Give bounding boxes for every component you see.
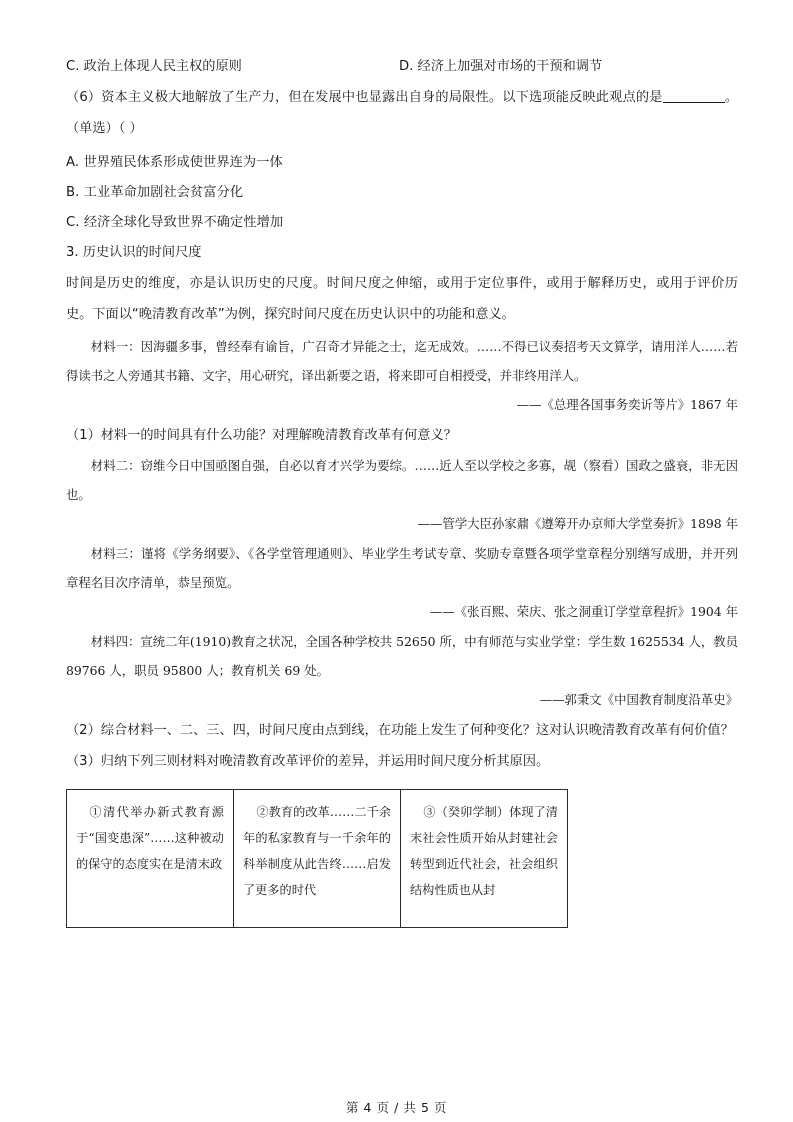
material-three	[66, 539, 738, 597]
question6-stem	[66, 82, 738, 144]
question5-option-d: D. 经济上加强对市场的干预和调节	[399, 59, 603, 74]
material-one	[66, 332, 738, 390]
excerpt-comparison-table	[66, 789, 568, 928]
page-number-label: 第 4 页 / 共 5 页	[346, 1100, 447, 1115]
material-three-source: ——《张百熙、荣庆、张之洞重订学堂章程折》1904 年	[429, 604, 738, 619]
material-one-source: ——《总理各国事务奕䜣等片》1867 年	[516, 397, 738, 412]
material-two	[66, 451, 738, 509]
sub-question-3: （3）归纳下列三则材料对晚清教育改革评价的差异，并运用时间尺度分析其原因。	[66, 754, 550, 769]
section3-heading: 3. 历史认识的时间尺度	[66, 245, 202, 260]
material-four-source: ——郭秉文《中国教育制度沿革史》	[539, 692, 738, 707]
excerpt-cell-3	[401, 790, 568, 928]
material-one-text: 材料一：因海疆多事，曾经奉有谕旨，广召奇才异能之士，迄无成效。……不得已议奏招考天文算学，请用洋人……若得读书之人旁通其书籍、文字，用心研究，译出新要之语，将来即可自相授受，并非终用洋人。	[66, 339, 738, 383]
section3-intro: 时间是历史的维度，亦是认识历史的尺度。时间尺度之伸缩，或用于定位事件，或用于解释历史，或用于评价历史。下面以“晚清教育改革”为例，探究时间尺度在历史认识中的功能和意义。	[66, 276, 738, 322]
excerpt-cell-2-text: ②教育的改革……二千余年的私家教育与一千余年的科举制度从此告终……启发了更多的时代	[243, 805, 391, 897]
question6-stem-text: （6）资本主义极大地解放了生产力，但在发展中也显露出自身的局限性。以下选项能反映此观点的是	[66, 90, 663, 105]
material-four-text: 材料四：宣统二年(1910)教育之状况，全国各种学校共 52650 所，中有师范与实业学堂：学生数 1625534 人，教员 89766 人，职员 95800 人；教育机关 69 处。	[66, 634, 738, 678]
excerpt-cell-2	[234, 790, 401, 928]
page-footer	[0, 1098, 793, 1116]
question5-option-c: C. 政治上体现人民主权的原则	[66, 59, 242, 74]
material-three-text: 材料三：谨将《学务纲要》、《各学堂管理通则》、毕业学生考试专章、奖励专章暨各项学堂章程分别缮写成册，并开列章程名目次序清单，恭呈预览。	[66, 546, 738, 590]
excerpt-cell-3-text: ③（癸卯学制）体现了清末社会性质开始从封建社会转型到近代社会，社会组织结构性质也从封	[410, 805, 558, 897]
sub-question-1: （1）材料一的时间具有什么功能？对理解晚清教育改革有何意义？	[66, 428, 457, 443]
material-four	[66, 627, 738, 685]
question6-option-b: B. 工业革命加剧社会贫富分化	[66, 185, 244, 200]
sub-question-2: （2）综合材料一、二、三、四，时间尺度由点到线，在功能上发生了何种变化？这对认识晚清教育改革有何价值？	[66, 723, 734, 738]
question6-option-c: C. 经济全球化导致世界不确定性增加	[66, 215, 284, 230]
excerpt-cell-1	[67, 790, 234, 928]
answer-blank-underline	[663, 88, 725, 103]
question6-option-a: A. 世界殖民体系形成使世界连为一体	[66, 155, 283, 170]
material-two-source: ——管学大臣孙家鼐《遵筹开办京师大学堂奏折》1898 年	[417, 516, 738, 531]
table-row	[67, 790, 568, 928]
question6-stem-tail: 。（单选）（ ）	[66, 90, 739, 136]
excerpt-cell-1-text: ①清代举办新式教育源于“国变患深”……这种被动的保守的态度实在是清末政	[76, 805, 224, 871]
material-two-text: 材料二：窃维今日中国亟图自强，自必以育才兴学为要综。……近人至以学校之多寡，觇（察看）国政之盛衰，非无因也。	[66, 458, 738, 502]
question5-options-row	[66, 52, 738, 82]
